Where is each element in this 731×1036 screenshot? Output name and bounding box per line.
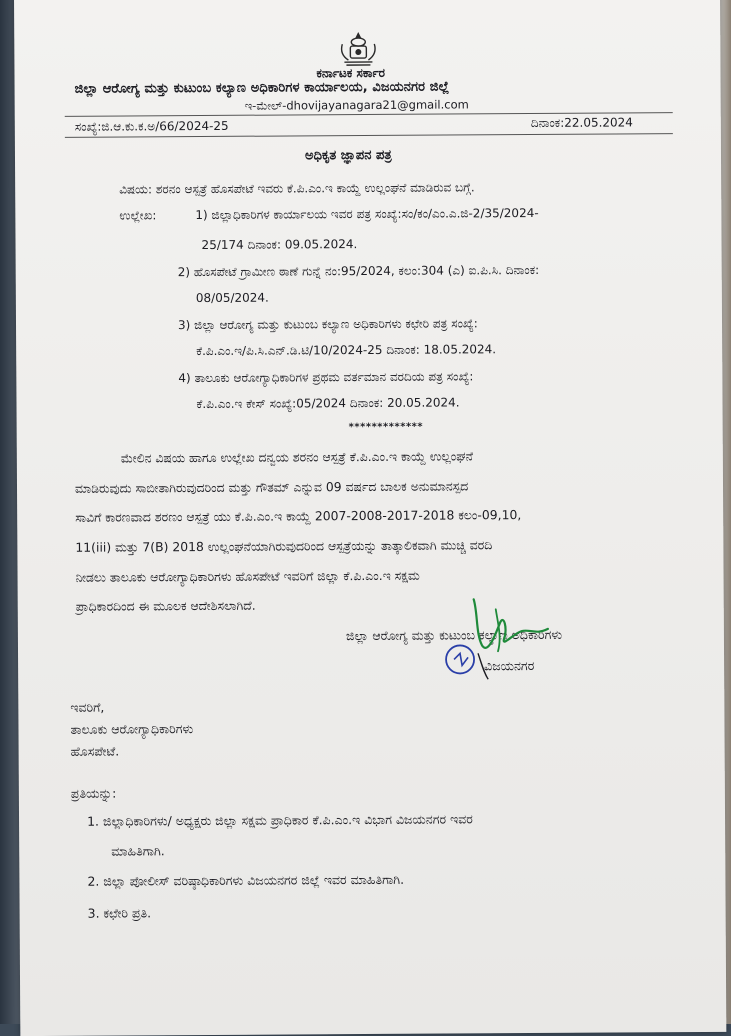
reference-item-cont: ಕೆ.ಪಿ.ಎಂ.ಇ ಕೇಸ್ ಸಂಖ್ಯೆ:05/2024 ದಿನಾಂಕ: 20.05.2024.: [196, 395, 460, 412]
reference-item-cont: 08/05/2024.: [195, 290, 269, 306]
office-email: ಇ-ಮೇಲ್-dhovijayanagara21@gmail.com: [244, 97, 469, 113]
copy-item: 1. ಜಿಲ್ಲಾಧಿಕಾರಿಗಳು/ ಅಧ್ಯಕ್ಷರು ಜಿಲ್ಲಾ ಸಕ್ಷಮ ಪ್ರಾಧಿಕಾರ ಕೆ.ಪಿ.ಎಂ.ಇ ವಿಭಾಗ ವಿಜಯನಗರ ಇವರ: [87, 811, 473, 829]
letter-date: ದಿನಾಂಕ:22.05.2024: [530, 115, 633, 131]
body-line: ಸಾವಿಗೆ ಕಾರಣವಾದ ಶರಣಂ ಆಸ್ಪತ್ರೆ ಯು ಕೆ.ಪಿ.ಎಂ.ಇ ಕಾಯ್ದೆ 2007-2008-2017-2018 ಕಲಂ-09,10,: [75, 507, 522, 525]
office-name: ಜಿಲ್ಲಾ ಆರೋಗ್ಯ ಮತ್ತು ಕುಟುಂಬ ಕಲ್ಯಾಣ ಅಧಿಕಾರಿಗಳ ಕಾರ್ಯಾಲಯ, ವಿಜಯನಗರ ಜಿಲ್ಲೆ: [74, 79, 450, 97]
reference-item: 1) ಜಿಲ್ಲಾಧಿಕಾರಿಗಳ ಕಾರ್ಯಾಲಯ ಇವರ ಪತ್ರ ಸಂಖ್ಯೆ:ಸಂ/ಕಂ/ಎಂ.ಎ.ಜಿ-2/35/2024-: [195, 205, 539, 223]
signature-icon: [438, 593, 579, 686]
government-name: ಕರ್ನಾಟಕ ಸರ್ಕಾರ: [316, 65, 386, 81]
subject-line: ವಿಷಯ: ಶರನಂ ಆಸ್ಪತ್ರೆ ಹೊಸಪೇಟೆ ಇವರು ಕೆ.ಪಿ.ಎಂ.ಇ ಕಾಯ್ದೆ ಉಲ್ಲಂಘನೆ ಮಾಡಿರುವ ಬಗ್ಗೆ.: [119, 180, 475, 197]
recipient-line: ತಾಲೂಕು ಆರೋಗ್ಯಾಧಿಕಾರಿಗಳು: [70, 721, 194, 737]
state-emblem-icon: [336, 30, 380, 68]
letter-page: [14, 0, 726, 1036]
body-line: ಮಾಡಿರುವುದು ಸಾಬೀತಾಗಿರುವುದರಿಂದ ಮತ್ತು ಗೌತಮ್ ಎನ್ನುವ 09 ವರ್ಷದ ಬಾಲಕ ಅನುಮಾನಸ್ಪದ: [74, 478, 469, 496]
copy-item-cont: ಮಾಹಿತಿಗಾಗಿ.: [111, 843, 165, 859]
reference-item: 2) ಹೊಸಪೇಟೆ ಗ್ರಾಮೀಣ ಠಾಣೆ ಗುನ್ನೆ ನಂ:95/2024, ಕಲಂ:304 (ಎ) ಐ.ಪಿ.ಸಿ. ದಿನಾಂಕ:: [177, 262, 540, 280]
reference-number: ಸಂಖ್ಯೆ:ಜಿ.ಆ.ಕು.ಕ.ಅ/66/2024-25: [74, 118, 229, 134]
reference-item: 3) ಜಿಲ್ಲಾ ಆರೋಗ್ಯ ಮತ್ತು ಕುಟುಂಬ ಕಲ್ಯಾಣ ಅಧಿಕಾರಿಗಳು ಕಛೇರಿ ಪತ್ರ ಸಂಖ್ಯೆ:: [177, 316, 478, 333]
body-line: ಪ್ರಾಧಿಕಾರದಿಂದ ಈ ಮೂಲಕ ಆದೇಶಿಸಲಾಗಿದೆ.: [75, 597, 256, 614]
document-title: ಅಧಿಕೃತ ಜ್ಞಾಪನ ಪತ್ರ: [304, 147, 392, 164]
body-line: ಮೇಲಿನ ವಿಷಯ ಹಾಗೂ ಉಲ್ಲೇಖ ದನ್ವಯ ಶರನಂ ಆಸ್ಪತ್ರೆ ಕೆ.ಪಿ.ಎಂ.ಇ ಕಾಯ್ದೆ ಉಲ್ಲಂಘನೆ: [120, 448, 473, 466]
references-label: ಉಲ್ಲೇಖ:: [119, 208, 157, 223]
signatory-place: ವಿಜಯನಗರ: [484, 657, 535, 674]
recipient-label: ಇವರಿಗೆ,: [70, 699, 105, 715]
reference-item-cont: 25/174 ದಿನಾಂಕ: 09.05.2024.: [201, 237, 358, 253]
body-line: ನೀಡಲು ತಾಲೂಕು ಆರೋಗ್ಯಾಧಿಕಾರಿಗಳು ಹೊಸಪೇಟೆ ಇವರಿಗೆ ಜಿಲ್ಲಾ ಕೆ.ಪಿ.ಎಂ.ಇ ಸಕ್ಷಮ: [75, 567, 420, 585]
copy-item: 3. ಕಛೇರಿ ಪ್ರತಿ.: [87, 905, 152, 921]
reference-item: 4) ತಾಲೂಕು ಆರೋಗ್ಯಾಧಿಕಾರಿಗಳ ಪ್ರಥಮ ವರ್ತಮಾನ ವರದಿಯ ಪತ್ರ ಸಂಖ್ಯೆ:: [178, 369, 474, 386]
reference-item-cont: ಕೆ.ಪಿ.ಎಂ.ಇ/ಪಿ.ಸಿ.ಎನ್.ಡಿ.ಟಿ/10/2024-25 ದಿನಾಂಕ: 18.05.2024.: [196, 342, 497, 359]
copies-label: ಪ್ರತಿಯನ್ನು:: [70, 785, 117, 801]
signatory-title: ಜಿಲ್ಲಾ ಆರೋಗ್ಯ ಮತ್ತು ಕುಟುಂಬ ಕಲ್ಯಾಣ ಅಧಿಕಾರಿಗಳು: [345, 626, 563, 644]
recipient-line: ಹೊಸಪೇಟೆ.: [70, 743, 120, 759]
separator-stars: *************: [348, 421, 424, 434]
body-line: 11(iii) ಮತ್ತು 7(B) 2018 ಉಲ್ಲಂಘನೆಯಾಗಿರುವುದರಿಂದ ಆಸ್ಪತ್ರೆಯನ್ನು ತಾತ್ಕಾಲಿಕವಾಗಿ ಮುಚ್ಚಿ ವರದಿ: [75, 537, 493, 555]
copy-item: 2. ಜಿಲ್ಲಾ ಪೋಲೀಸ್ ವರಿಷ್ಠಾಧಿಕಾರಿಗಳು ವಿಜಯನಗರ ಜಿಲ್ಲೆ ಇವರ ಮಾಹಿತಿಗಾಗಿ.: [87, 871, 405, 889]
